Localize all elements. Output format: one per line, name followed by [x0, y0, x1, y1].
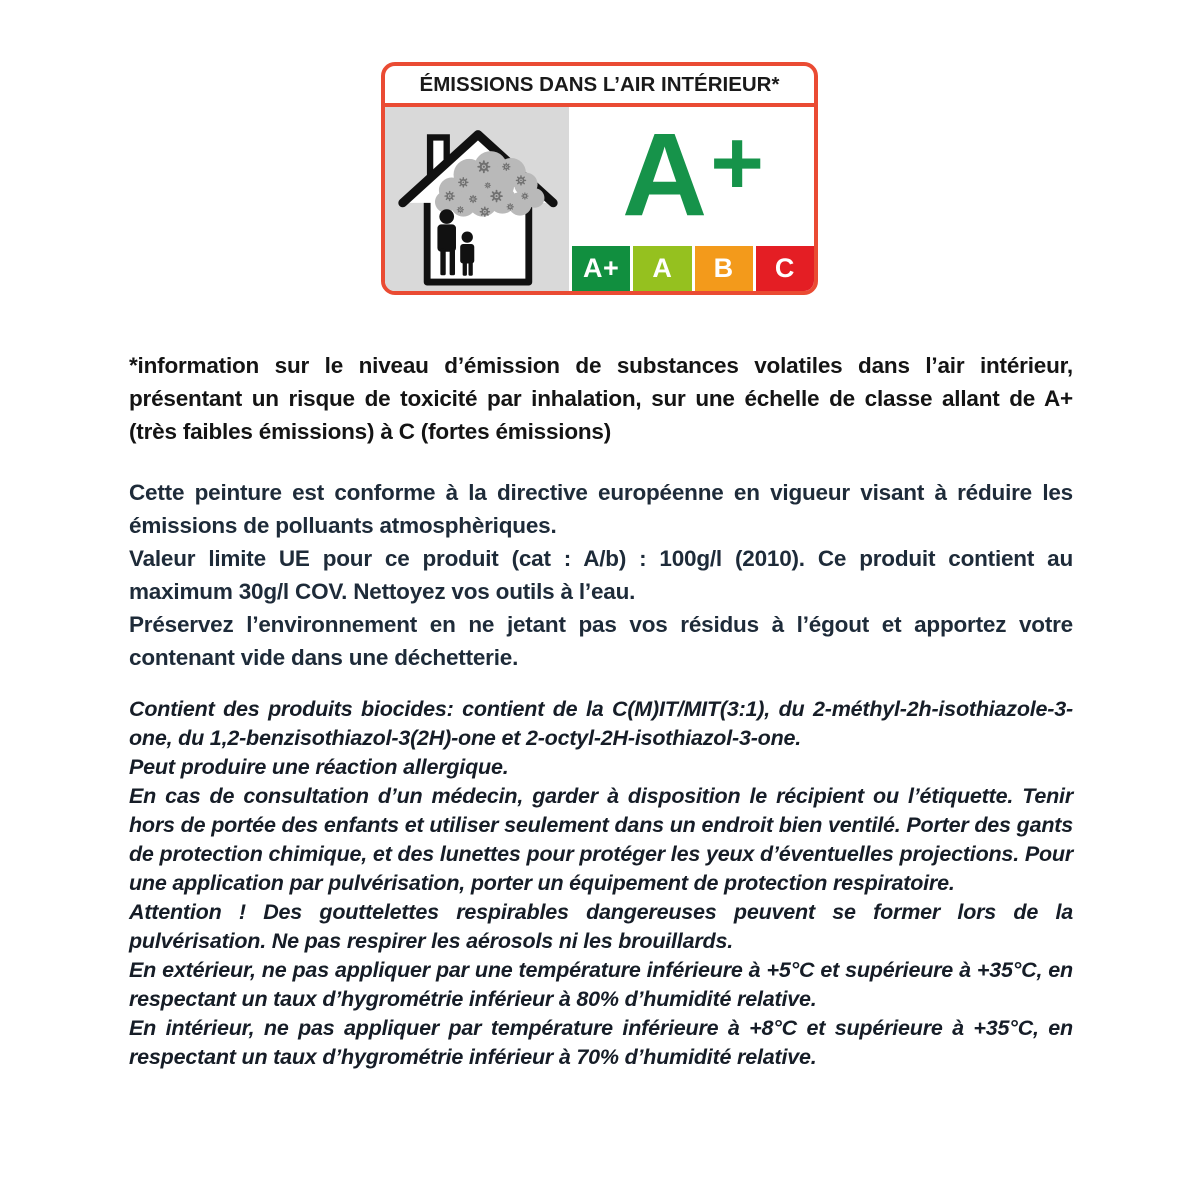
safety-paragraph	[129, 695, 1073, 1072]
footnote-text: *information sur le niveau d’émission de substances volatiles dans l’air intérieur, présentant un risque de toxicité par inhalation, sur une échelle de classe allant de A+ (très faibles émissions) à C (fortes émissions)	[129, 353, 1073, 444]
regulatory-line: Valeur limite UE pour ce produit (cat : A/b) : 100g/l (2010). Ce produit contient au maximum 30g/l COV. Nettoyez vos outils à l’eau.	[129, 546, 1073, 604]
house-with-pollution-cloud-and-family-icon	[391, 108, 563, 290]
emission-label-title: ÉMISSIONS DANS L’AIR INTÉRIEUR*	[385, 66, 814, 107]
emission-label	[381, 62, 818, 295]
house-panel	[385, 107, 569, 291]
safety-line: En cas de consultation d’un médecin, garder à disposition le récipient ou l’étiquette. Tenir hors de portée des enfants et utiliser seulement dans un endroit bien ventilé. Porter des gants de protection chimique, et des lunettes pour protéger les yeux d’éventuelles projections. Pour une application par pulvérisation, porter un équipement de protection respiratoire.	[129, 784, 1073, 895]
emission-label-body	[385, 107, 814, 291]
safety-line: Peut produire une réaction allergique.	[129, 755, 509, 779]
scale-box-c	[756, 246, 814, 291]
footnote-paragraph	[129, 349, 1073, 448]
scale-grade-label: B	[713, 253, 734, 283]
regulatory-line: Préservez l’environnement en ne jetant pas vos résidus à l’égout et apportez votre contenant vide dans une déchetterie.	[129, 612, 1073, 670]
scale-box-a	[633, 246, 691, 291]
rating-value	[572, 107, 814, 246]
safety-line: En intérieur, ne pas appliquer par température inférieure à +8°C et supérieure à +35°C, en respectant un taux d’hygrométrie inférieur à 70% d’humidité relative.	[129, 1016, 1073, 1069]
regulatory-paragraph	[129, 476, 1073, 674]
regulatory-line: Cette peinture est conforme à la directive européenne en vigueur visant à réduire les émissions de polluants atmosphèriques.	[129, 480, 1073, 538]
scale-grade-label: A	[652, 253, 673, 283]
scale-grade-label: C	[774, 253, 795, 283]
rating-letter: A	[622, 108, 708, 241]
rating-panel	[572, 107, 814, 291]
scale-box-b	[695, 246, 753, 291]
safety-line: En extérieur, ne pas appliquer par une température inférieure à +5°C et supérieure à +35°C, en respectant un taux d’hygrométrie inférieur à 80% d’humidité relative.	[129, 958, 1073, 1011]
rating-plus: +	[710, 110, 764, 214]
scale-box-a-plus	[572, 246, 630, 291]
safety-line: Attention ! Des gouttelettes respirables dangereuses peuvent se former lors de la pulvérisation. Ne pas respirer les aérosols ni les brouillards.	[129, 900, 1073, 953]
rating-scale	[572, 246, 814, 291]
safety-line: Contient des produits biocides: contient de la C(M)IT/MIT(3:1), du 2-méthyl-2h-isothiazole-3-one, du 1,2-benzisothiazol-3(2H)-one et 2-octyl-2H-isothiazol-3-one.	[129, 697, 1073, 750]
scale-grade-label: A+	[582, 253, 620, 283]
